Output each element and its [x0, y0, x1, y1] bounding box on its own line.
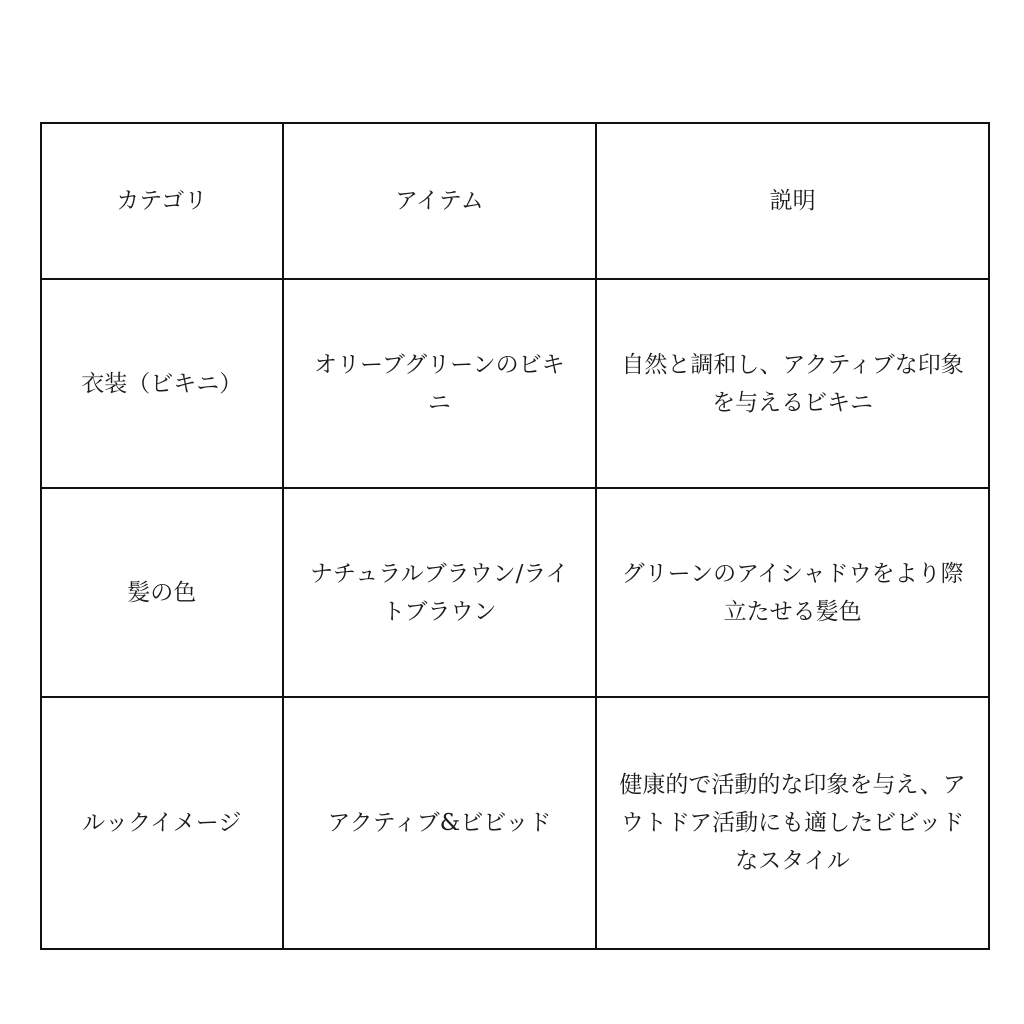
cell-item: ナチュラルブラウン/ライトブラウン [283, 488, 597, 697]
cell-item: オリーブグリーンのビキニ [283, 279, 597, 488]
header-category: カテゴリ [41, 123, 283, 279]
cell-description: グリーンのアイシャドウをより際立たせる髪色 [596, 488, 989, 697]
table-row [41, 697, 989, 949]
cell-category: ルックイメージ [41, 697, 283, 949]
cell-description: 自然と調和し、アクティブな印象を与えるビキニ [596, 279, 989, 488]
style-table [40, 122, 990, 950]
cell-category: 髪の色 [41, 488, 283, 697]
table-header-row [41, 123, 989, 279]
header-item: アイテム [283, 123, 597, 279]
cell-category: 衣装（ビキニ） [41, 279, 283, 488]
header-description: 説明 [596, 123, 989, 279]
table-row [41, 279, 989, 488]
cell-item: アクティブ&ビビッド [283, 697, 597, 949]
table-row [41, 488, 989, 697]
cell-description: 健康的で活動的な印象を与え、アウトドア活動にも適したビビッドなスタイル [596, 697, 989, 949]
